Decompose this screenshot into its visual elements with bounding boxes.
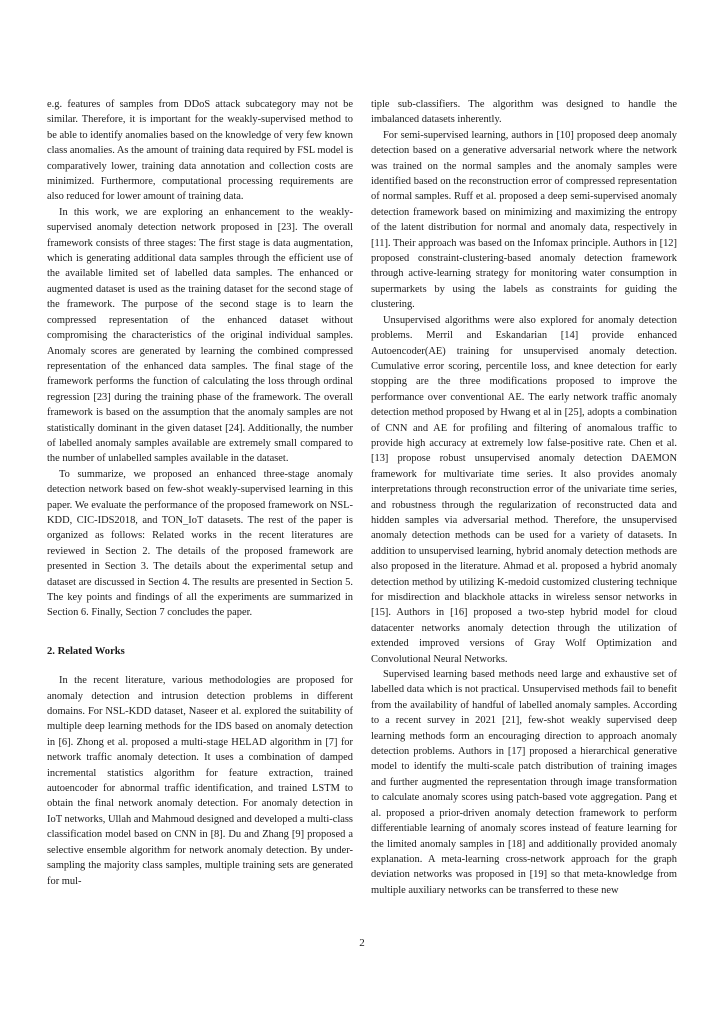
left-paragraph-4: In the recent literature, various methodologies are proposed for anomaly detection and intrusion detection problems in different domains. For NSL-KDD dataset, Naseer et al. explored the suitability of multiple deep learning methods for the IDS based on anomaly detection in [6]. Zhong et al. proposed a multi-stage HELAD algorithm in [7] for network traffic anomaly detection. It uses a combination of damped incremental statistics algorithm for feature extraction, trained autoencoder for abnormal traffic identification, and trained LSTM to obtain the final network anomaly detection. For anomaly detection in IoT networks, Ullah and Mahmoud designed and developed a multi-class classification model based on CNN in [8]. Du and Zhang [9] proposed a selective ensemble algorithm for network anomaly detection. By under-sampling the majority class samples, multiple training sets are generated for mul-	[47, 675, 353, 887]
right-paragraph-2: For semi-supervised learning, authors in [10] proposed deep anomaly detection based on a generative adversarial network where the network was trained on the normal samples and the anomaly samples were identified based on the reconstruction error of compressed representation of normal samples. Ruff et al. proposed a deep semi-supervised anomaly detection framework based on minimizing and maximizing the entropy of the latent distribution for normal and anomaly data, respectively in [11]. Their approach was based on the Infomax principle. Authors in [12] proposed constraint-clustering-based anomaly detection framework through active-learning strategy for monitoring water consumption in supermarkets by using the labels as constraints for guiding the clustering.	[371, 129, 677, 311]
right-column	[371, 97, 677, 898]
right-paragraph-1: tiple sub-classifiers. The algorithm was designed to handle the imbalanced datasets inherently.	[371, 99, 677, 126]
right-paragraph-3: Unsupervised algorithms were also explored for anomaly detection problems. Merril and Eskandarian [14] provide enhanced Autoencoder(AE) training for unsupervised anomaly detection. Cumulative error scoring, percentile loss, and knee detection for early stopping are the three modifications proposed to improve the performance over conventional AE. The early network traffic anomaly detection method proposed by Hwang et al in [25], adopts a combination of CNN and AE for profiling and filtering of anomalous traffic to provide high accuracy at extremely low false-positive rate. Chen et al.[13] propose robust unsupervised anomaly detection DAEMON framework for multivariate time series. It also provides anomaly interpretations through reconstruction error of the univariate time series, and robustness through the regularization of reconstructed data and hidden samples via adversarial method. Therefore, the unsupervised anomaly detection methods can be used for a variety of datasets. In addition to unsupervised learning, hybrid anomaly detection methods are also proposed in the literature. Ahmad et al. proposed a hybrid anomaly detection method by utilizing K-medoid customized clustering technique for misdirection and blackhole attacks in wireless sensor networks in [15]. Authors in [16] proposed a two-step hybrid model for cloud datacenter networks anomaly detection through the utilization of extended improved versions of Gray Wolf Optimization and Convolutional Neural Networks.	[371, 314, 677, 665]
left-column	[47, 97, 353, 889]
section-heading-related-works: 2. Related Works	[47, 645, 125, 657]
left-paragraph-2: In this work, we are exploring an enhancement to the weakly-supervised anomaly detection network proposed in [23]. The overall framework consists of three stages: The first stage is data augmentation, which is generating additional data samples through the efficient use of the available limited set of labelled data samples. The enhanced or augmented dataset is used as the training dataset for the second stage of the framework. The purpose of the second stage is to learn the compressed representation of the enhanced dataset without compromising the characteristics of the original individual samples. Anomaly scores are generated by learning the combined compressed representation of the enhanced data samples. The final stage of the framework performs the function of calculating the loss through ordinal regression [23] during the training phase of the framework. The overall framework is based on the assumption that the anomaly samples are not statistically dominant in the given dataset [24]. Additionally, the number of labelled anomaly samples available are extremely small compared to the number of unlabelled samples available in the dataset.	[47, 206, 353, 465]
page-number: 2	[359, 937, 365, 949]
left-paragraph-3: To summarize, we proposed an enhanced three-stage anomaly detection network based on few-shot weakly-supervised learning in this paper. We evaluate the performance of the proposed framework on NSL-KDD, CIC-IDS2018, and TON_IoT datasets. The rest of the paper is organized as follows: Related works in the recent literatures are reviewed in Section 2. The details of the proposed framework are presented in Section 3. The details about the experimental setup and dataset are discussed in Section 4. The results are presented in Section 5. The key points and findings of all the experiments are summarized in Section 6. Finally, Section 7 concludes the paper.	[47, 468, 353, 619]
left-paragraph-1: e.g. features of samples from DDoS attack subcategory may not be similar. Therefore, it is important for the weakly-supervised method to be able to identify anomalies based on the knowledge of very few known class anomalies. As the amount of training data required by FSL model is comparatively lower, training data annotation and collection costs are minimized. Furthermore, computational processing requirements are also reduced for lower amount of training data.	[47, 99, 354, 203]
right-paragraph-4: Supervised learning based methods need large and exhaustive set of labelled data which is not practical. Unsupervised methods fail to benefit from the availability of handful of labelled anomaly samples. According to a recent survey in 2021 [21], few-shot weakly supervised deep learning methods form an encouraging direction to approach anomaly detection problems. Authors in [17] proposed a hierarchical generative model to identify the multi-scale patch distribution of training images and further augmented the representation through image transformation to calculate anomaly scores using patch-based vote aggregation. Pang et al. proposed a prior-driven anomaly detection framework to perform differentiable learning of anomaly scores instead of feature learning for the limited anomaly samples in [18] and additionally provided anomaly explanation. A meta-learning cross-network approach for the graph deviation networks was proposed in [19] so that meta-knowledge from multiple auxiliary networks can be transferred to these new	[371, 669, 677, 896]
